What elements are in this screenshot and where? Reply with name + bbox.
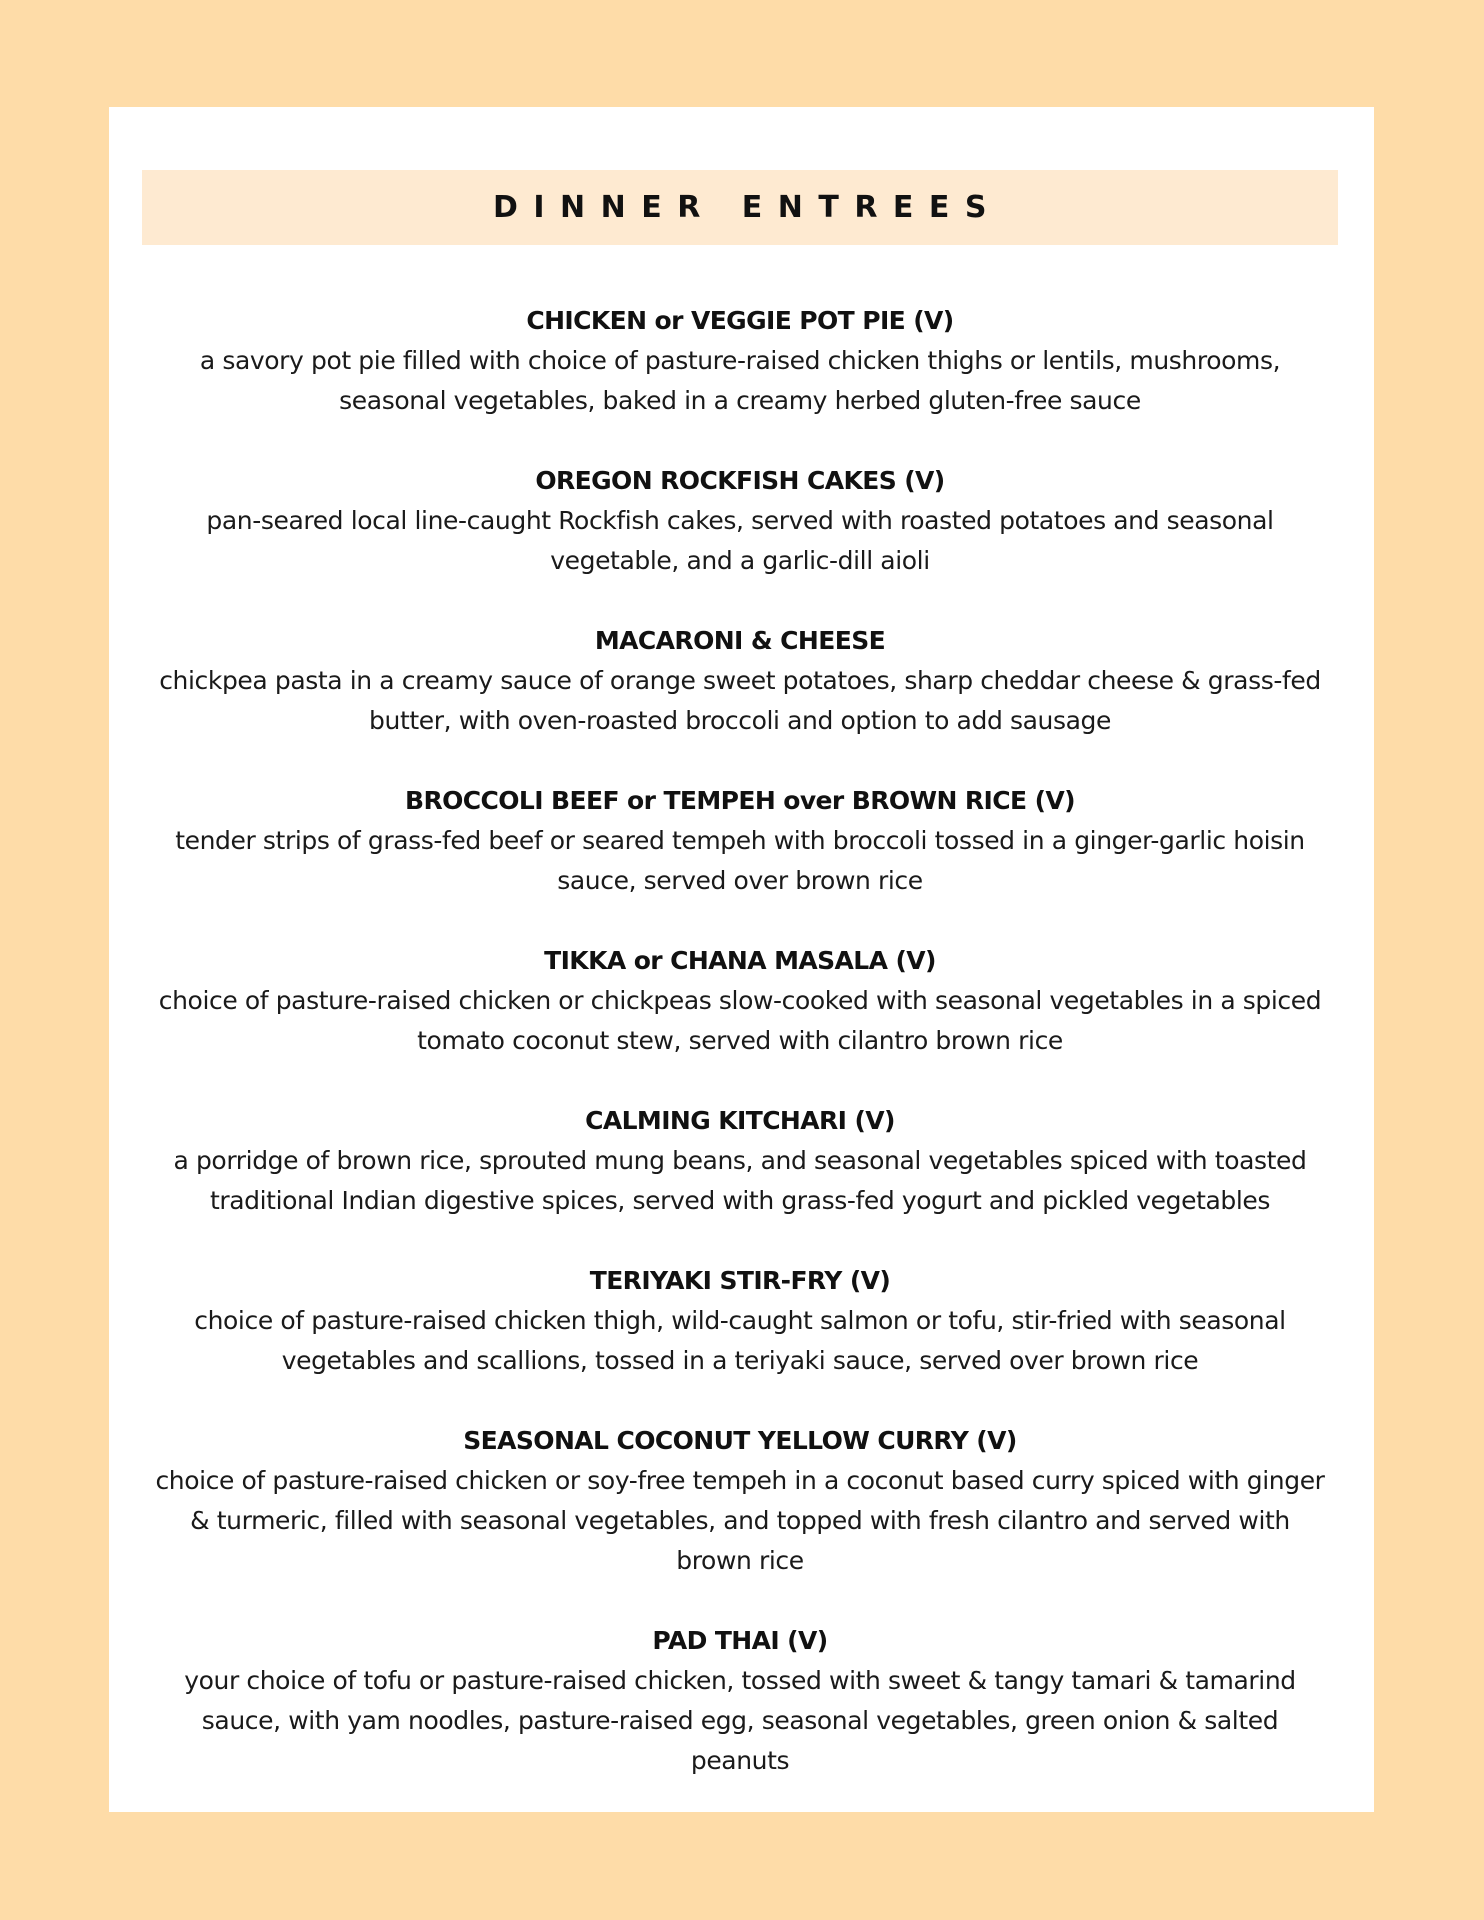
item-name: CHICKEN or VEGGIE POT PIE (V) xyxy=(526,306,954,335)
menu-item-pad-thai xyxy=(142,1621,1338,1781)
item-description: pan-seared local line-caught Rockfish cakes, served with roasted potatoes and seasonal vegetable, and a garlic-dill aioli xyxy=(206,506,1274,575)
item-description: chickpea pasta in a creamy sauce of orange sweet potatoes, sharp cheddar cheese & grass-fed butter, with oven-roasted broccoli and option to add sausage xyxy=(159,666,1321,735)
item-name: MACARONI & CHEESE xyxy=(594,626,886,655)
item-description: choice of pasture-raised chicken or soy-free tempeh in a coconut based curry spiced with ginger & turmeric, filled with seasonal vegetables, and topped with fresh cilantro and served with brown rice xyxy=(155,1466,1325,1575)
menu-item-tikka-masala xyxy=(142,941,1338,1061)
menu-item-pot-pie xyxy=(142,301,1338,421)
item-description: your choice of tofu or pasture-raised chicken, tossed with sweet & tangy tamari & tamarind sauce, with yam noodles, pasture-raised egg, seasonal vegetables, green onion & salted peanuts xyxy=(184,1666,1296,1775)
item-description: tender strips of grass-fed beef or seared tempeh with broccoli tossed in a ginger-garlic hoisin sauce, served over brown rice xyxy=(175,826,1305,895)
menu-item-teriyaki xyxy=(142,1261,1338,1381)
item-description: a porridge of brown rice, sprouted mung beans, and seasonal vegetables spiced with toasted traditional Indian digestive spices, served with grass-fed yogurt and pickled vegetables xyxy=(173,1146,1307,1215)
item-description: choice of pasture-raised chicken or chickpeas slow-cooked with seasonal vegetables in a spiced tomato coconut stew, served with cilantro brown rice xyxy=(158,986,1322,1055)
item-name: TIKKA or CHANA MASALA (V) xyxy=(544,946,936,975)
section-title: DINNER ENTREES xyxy=(492,190,1003,225)
menu-item-yellow-curry xyxy=(142,1421,1338,1581)
menu-item-kitchari xyxy=(142,1101,1338,1221)
item-name: TERIYAKI STIR-FRY (V) xyxy=(589,1266,891,1295)
item-name: SEASONAL COCONUT YELLOW CURRY (V) xyxy=(463,1426,1017,1455)
section-banner xyxy=(142,170,1338,245)
item-name: CALMING KITCHARI (V) xyxy=(585,1106,895,1135)
menu-item-broccoli-beef xyxy=(142,781,1338,901)
item-description: choice of pasture-raised chicken thigh, wild-caught salmon or tofu, stir-fried with seasonal vegetables and scallions, tossed in a teriyaki sauce, served over brown rice xyxy=(194,1306,1286,1375)
item-description: a savory pot pie filled with choice of pasture-raised chicken thighs or lentils, mushrooms, seasonal vegetables, baked in a creamy herbed gluten-free sauce xyxy=(199,346,1281,415)
item-name: OREGON ROCKFISH CAKES (V) xyxy=(535,466,945,495)
item-name: BROCCOLI BEEF or TEMPEH over BROWN RICE (V) xyxy=(405,786,1075,815)
menu-item-rockfish-cakes xyxy=(142,461,1338,581)
menu-item-macaroni-cheese xyxy=(142,621,1338,741)
menu-sheet xyxy=(109,107,1374,1812)
menu-list xyxy=(142,301,1338,1821)
item-name: PAD THAI (V) xyxy=(652,1626,828,1655)
